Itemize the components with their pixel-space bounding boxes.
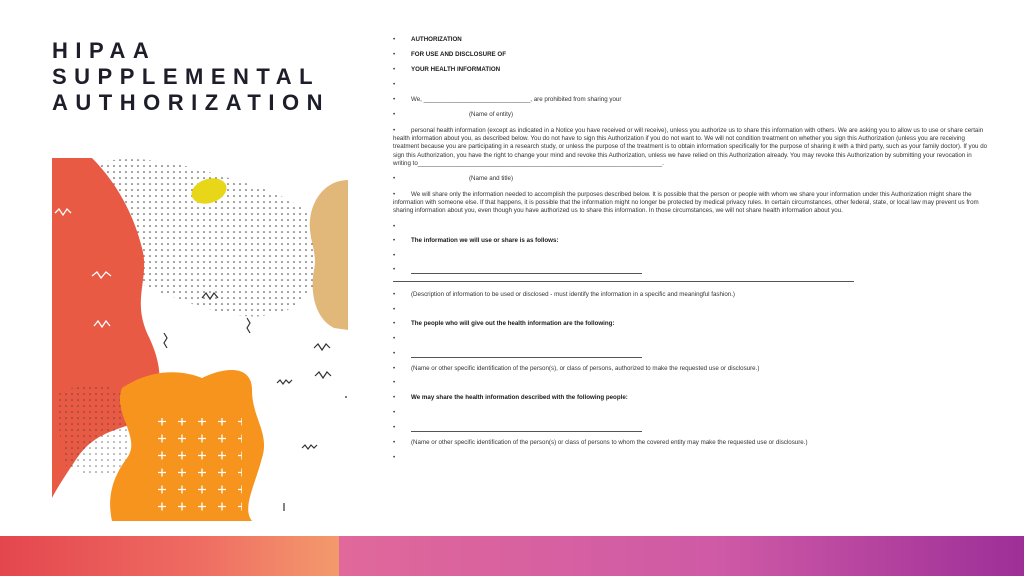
section2-heading: • The people who will give out the health information are the following: xyxy=(393,320,615,327)
paragraph-sharing: • We will share only the information needed to accomplish the purposes described below. It is possible that the person or people with whom we share your information under this Authorization might share the information with someone else. If that happens, it is possible that the information might no longer be protected by medical privacy rules. In certain circumstances, other federal, state, or local law may prevent us from sharing information about you, even though you have authorized us to share this information. In those circumstances, we will not share health information about you. xyxy=(393,191,979,215)
section2-caption: • (Name or other specific identification of the person(s), or class of persons, authorized to make the requested use or disclosure.) xyxy=(393,365,760,372)
section3-heading: • We may share the health information described with the following people: xyxy=(393,394,628,401)
heading-health-info: • YOUR HEALTH INFORMATION xyxy=(393,66,501,73)
section1-blank-line xyxy=(411,273,642,274)
abstract-artwork xyxy=(52,158,348,521)
we-entity-line: • We, _______________________________, are prohibited from sharing your xyxy=(393,96,622,103)
slide-title xyxy=(52,38,352,116)
title-line-3: AUTHORIZATION xyxy=(52,90,330,115)
name-of-entity-caption: • (Name of entity) xyxy=(393,111,514,118)
stray-dot xyxy=(345,396,347,398)
section1-heading: • The information we will use or share is as follows: xyxy=(393,237,559,244)
section1-blank-line-2 xyxy=(393,281,854,282)
section1-caption: • (Description of information to be used or disclosed - must identify the information in a specific and meaningful fashion.) xyxy=(393,291,735,298)
footer-band-left xyxy=(0,536,339,576)
section3-blank-line xyxy=(411,431,642,432)
name-and-title-caption: • (Name and title) xyxy=(393,175,514,182)
title-line-2: SUPPLEMENTAL xyxy=(52,64,321,89)
section3-caption: • (Name or other specific identification of the person(s) or class of persons to whom the covered entity may make the requested use or disclosure.) xyxy=(393,439,808,446)
title-line-1: HIPAA xyxy=(52,38,157,63)
paragraph-consent: • personal health information (except as indicated in a Notice you have received or will receive), unless you authorize us to share this information with others. We are asking you to allow us to use or share certain health information about you, as described below. You do not have to sign this Authorization if you do not want to. We will not condition treatment on whether you sign this Authorization (unless you are receiving treatment because you are participating in a research study, or unless the purpose of the treatment is to obtain information specifically for the purpose of sharing it with a third party, such as your family doctor). If you do sign this Authorization, you have the right to change your mind and revoke this Authorization, unless we have relied on this Authorization already. You may revoke this Authorization by submitting your revocation in writing to_______________________________________________________________________. xyxy=(393,127,988,167)
section2-blank-line xyxy=(411,357,642,358)
abstract-artwork-svg xyxy=(52,158,348,521)
heading-authorization: • AUTHORIZATION xyxy=(393,36,462,43)
footer-band-right xyxy=(339,536,1024,576)
heading-use-disclosure: • FOR USE AND DISCLOSURE OF xyxy=(393,51,506,58)
